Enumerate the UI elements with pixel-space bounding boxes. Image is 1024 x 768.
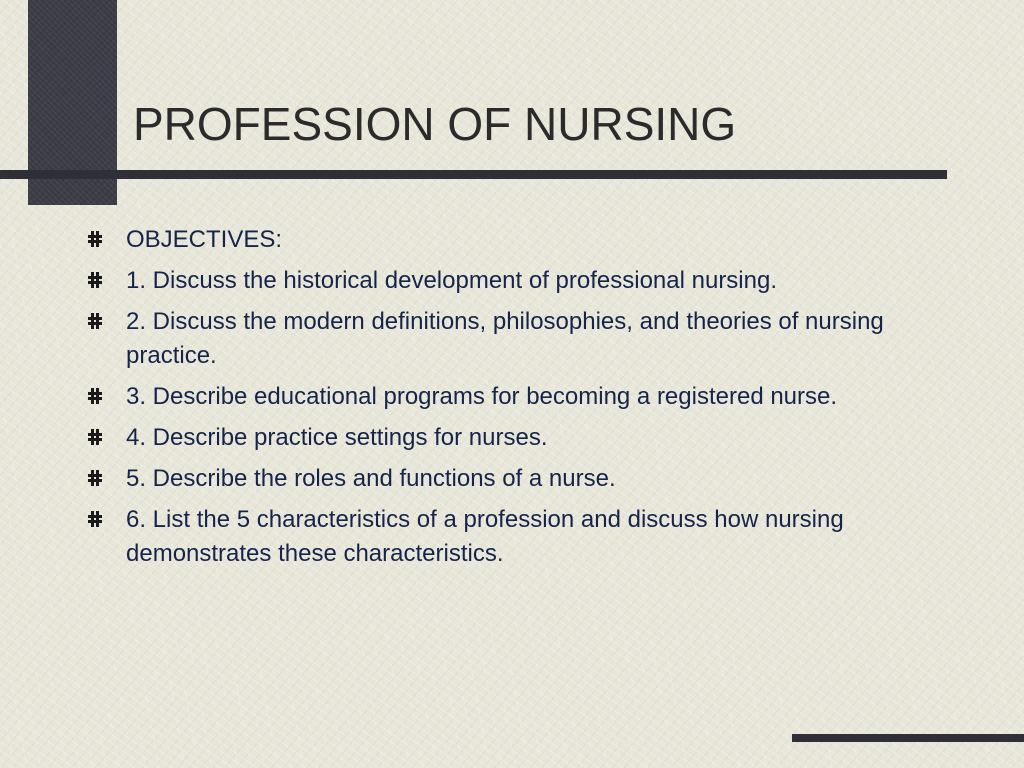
hash-bullet-icon (86, 264, 126, 298)
list-item (86, 264, 966, 298)
list-item (86, 421, 966, 455)
list-item (86, 305, 966, 373)
list-item-text: 4. Describe practice settings for nurses. (126, 424, 548, 451)
list-item (86, 380, 966, 414)
list-item (86, 223, 966, 257)
list-item (86, 462, 966, 496)
list-item-text: 6. List the 5 characteristics of a profession and discuss how nursing demonstrates these characteristics. (126, 506, 844, 567)
list-item (86, 503, 966, 571)
bottom-divider (792, 734, 1024, 742)
hash-bullet-icon (86, 223, 126, 257)
hash-bullet-icon (86, 305, 126, 339)
list-item-text: 3. Describe educational programs for becoming a registered nurse. (126, 383, 838, 410)
list-item-text: 5. Describe the roles and functions of a nurse. (126, 465, 616, 492)
hash-bullet-icon (86, 421, 126, 455)
list-item-text: OBJECTIVES: (126, 226, 283, 253)
title-divider (0, 170, 947, 179)
list-item-text: 2. Discuss the modern definitions, philosophies, and theories of nursing practice. (126, 308, 884, 369)
list-item-text: 1. Discuss the historical development of professional nursing. (126, 267, 777, 294)
objectives-list (86, 223, 966, 578)
slide-title: PROFESSION OF NURSING (133, 98, 737, 150)
hash-bullet-icon (86, 380, 126, 414)
hash-bullet-icon (86, 503, 126, 537)
hash-bullet-icon (86, 462, 126, 496)
